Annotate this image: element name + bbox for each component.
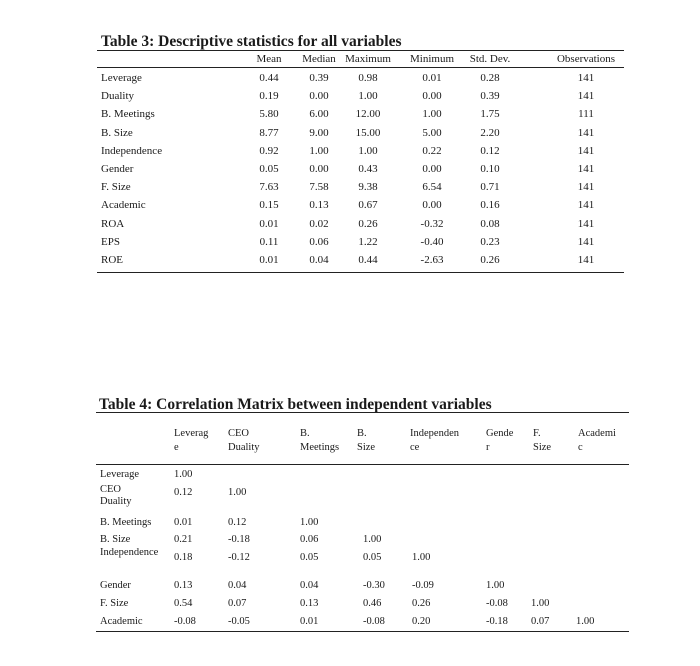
table4-col-header-line: c: [578, 442, 583, 453]
table3-cell: 9.38: [358, 181, 378, 194]
table4-row-label: Gender: [100, 580, 131, 591]
table3-col-header: Std. Dev.: [469, 53, 511, 65]
table4-cell: 1.00: [486, 580, 505, 591]
table4-row-label: Independence: [100, 547, 159, 558]
table3-cell: -2.63: [420, 254, 444, 266]
table3-cell: 0.01: [259, 254, 279, 266]
table3-cell: 141: [577, 126, 595, 139]
table4-col-header-line: e: [174, 442, 179, 453]
table3-cell: 0.01: [422, 72, 442, 84]
table3-cell: 0.26: [358, 217, 378, 230]
table3-row-label: Independence: [101, 144, 163, 157]
table3-bottom-rule: [97, 272, 624, 273]
table3-cell: 5.80: [259, 108, 279, 121]
table3-cell: 7.58: [309, 181, 329, 194]
table3-cell: 141: [577, 235, 595, 248]
table4-cell: 0.12: [228, 517, 247, 528]
table4-cell: 0.26: [412, 598, 431, 609]
table3-cell: 141: [577, 217, 595, 230]
table3-col-header: Minimum: [409, 53, 455, 65]
table4-col-header: [533, 427, 551, 455]
table3-cell: 8.77: [259, 126, 279, 139]
table3-cell: 0.19: [259, 90, 279, 103]
table4-col-header-line: Gende: [486, 428, 514, 439]
table3-cell: 0.26: [480, 254, 500, 266]
table3-cell: 7.63: [259, 181, 279, 194]
table4-col-header: [174, 427, 208, 455]
table4-col-header-line: Duality: [228, 442, 260, 453]
table3-cell: 0.98: [358, 72, 378, 84]
table4-col-header-line: F.: [533, 428, 541, 439]
table3-row-label: Leverage: [101, 72, 142, 84]
table3-cell: 0.08: [480, 217, 500, 230]
table4-cell: -0.18: [228, 534, 250, 545]
table4-cell: 0.04: [300, 580, 319, 591]
table3-cell: 0.11: [259, 235, 279, 248]
table4-cell: -0.08: [363, 616, 385, 627]
table4-col-header-line: Academi: [578, 428, 616, 439]
table4-col-header: [410, 427, 459, 455]
table3-cell: 0.16: [480, 199, 500, 212]
table3-cell: 141: [577, 254, 595, 266]
table3-cell: 0.39: [309, 72, 329, 84]
table3-row-label: B. Meetings: [101, 108, 155, 121]
table3-cell: 141: [577, 72, 595, 84]
table4-row-label: B. Meetings: [100, 517, 152, 528]
table3-cell: 0.23: [480, 235, 500, 248]
table3-cell: 141: [577, 90, 595, 103]
table4-header-rule: [96, 464, 629, 465]
table3-cell: 0.02: [309, 217, 329, 230]
table3-col-header: Mean: [256, 53, 282, 65]
table4-cell: 1.00: [174, 469, 193, 480]
table3-row-label: Gender: [101, 163, 134, 175]
table4-title: Table 4: Correlation Matrix between independent variables: [99, 396, 492, 413]
table4-col-header: [357, 427, 375, 455]
table4-cell: -0.05: [228, 616, 250, 627]
table4-cell: 0.01: [300, 616, 319, 627]
table3-cell: 0.00: [422, 90, 442, 103]
table4-cell: 0.04: [228, 580, 247, 591]
table3-cell: 1.22: [358, 235, 378, 248]
table4-cell: 0.21: [174, 534, 193, 545]
table3-cell: 0.00: [422, 199, 442, 212]
table4-cell: -0.12: [228, 552, 250, 563]
table4-col-header-line: ce: [410, 442, 420, 453]
table3-cell: 141: [577, 163, 595, 175]
table4-col-header-line: Size: [357, 442, 376, 453]
table3-cell: -0.32: [420, 217, 444, 230]
table4-top-rule: [96, 412, 629, 413]
table3-header-rule: [97, 67, 624, 68]
table4-cell: 0.12: [174, 487, 193, 498]
table4-cell: 0.01: [174, 517, 193, 528]
table3-row-label: B. Size: [101, 126, 133, 139]
table3-cell: 1.00: [309, 144, 329, 157]
table3-cell: 0.00: [309, 163, 329, 175]
table3-row-label: F. Size: [101, 181, 131, 194]
table3-row-label: Duality: [101, 90, 134, 103]
table3-cell: 15.00: [355, 126, 381, 139]
table3-cell: 0.00: [422, 163, 442, 175]
table4-col-header: [300, 427, 339, 455]
table3-cell: 0.22: [422, 144, 442, 157]
table4-cell: 1.00: [228, 487, 247, 498]
table3-col-header: Observations: [556, 53, 616, 65]
table4-cell: 1.00: [300, 517, 319, 528]
table4-cell: 0.13: [174, 580, 193, 591]
table3-cell: 0.10: [480, 163, 500, 175]
table3-row-label: ROA: [101, 217, 125, 230]
table3-cell: 1.00: [358, 144, 378, 157]
table3-col-header: Median: [302, 53, 336, 65]
table3-col-header: Maximum: [345, 53, 391, 65]
table4-cell: 0.06: [300, 534, 319, 545]
table4-cell: 1.00: [576, 616, 595, 627]
table3-cell: 5.00: [422, 126, 442, 139]
table3-cell: 12.00: [355, 108, 381, 121]
table3-cell: 0.04: [309, 254, 329, 266]
table3-cell: 111: [578, 108, 594, 121]
table4-cell: 0.20: [412, 616, 431, 627]
table4-cell: -0.18: [486, 616, 508, 627]
table4-col-header-line: Leverag: [174, 428, 209, 439]
table3-row-label: EPS: [101, 235, 120, 248]
table3-cell: 0.44: [259, 72, 279, 84]
table3-cell: 2.20: [480, 126, 500, 139]
table3-cell: 1.00: [358, 90, 378, 103]
table4-cell: 0.05: [363, 552, 382, 563]
table4-cell: 1.00: [531, 598, 550, 609]
table3-cell: 0.28: [480, 72, 500, 84]
table3-row-label: ROE: [101, 254, 123, 266]
table3-cell: 0.39: [480, 90, 500, 103]
table4-col-header-line: B.: [357, 428, 367, 439]
table4-cell: 0.54: [174, 598, 193, 609]
table3-cell: 0.43: [358, 163, 378, 175]
table4-bottom-rule: [96, 631, 629, 632]
table3-cell: 0.44: [358, 254, 378, 266]
table3-cell: 141: [577, 144, 595, 157]
table4-cell: 0.07: [228, 598, 247, 609]
table4-cell: 0.46: [363, 598, 382, 609]
table3-cell: 0.01: [259, 217, 279, 230]
table3-cell: 0.12: [480, 144, 500, 157]
table4-cell: 0.05: [300, 552, 319, 563]
table4-cell: -0.30: [363, 580, 385, 591]
table4-row-label: F. Size: [100, 598, 129, 609]
table3-cell: 1.75: [480, 108, 500, 121]
table3-cell: 141: [577, 199, 595, 212]
table3-cell: 0.06: [309, 235, 329, 248]
table3-title: Table 3: Descriptive statistics for all variables: [101, 33, 402, 50]
table4-cell: 0.07: [531, 616, 550, 627]
table4-row-label: Academic: [100, 616, 143, 627]
table4-col-header-line: CEO: [228, 428, 249, 439]
table3-cell: 141: [577, 181, 595, 194]
table4-cell: -0.08: [486, 598, 508, 609]
table4-cell: -0.09: [412, 580, 434, 591]
table3-row-label: Academic: [101, 199, 146, 212]
table3-cell: 0.15: [259, 199, 279, 212]
table4-cell: -0.08: [174, 616, 196, 627]
table4-col-header-line: Meetings: [300, 442, 340, 453]
table4-col-header: [228, 427, 260, 455]
table3-cell: 9.00: [309, 126, 329, 139]
table4-col-header-line: Independen: [410, 428, 459, 439]
table4-cell: 1.00: [363, 534, 382, 545]
table4-row-label: B. Size: [100, 534, 131, 545]
table3-cell: -0.40: [420, 235, 444, 248]
table4-col-header: [578, 427, 616, 455]
table4-cell: 1.00: [412, 552, 431, 563]
table4-row-label: CEO Duality: [100, 484, 132, 507]
table4-col-header-line: Size: [533, 442, 552, 453]
table3-cell: 6.54: [422, 181, 442, 194]
table3-cell: 0.05: [259, 163, 279, 175]
table4-col-header-line: r: [486, 442, 490, 453]
table3-cell: 6.00: [309, 108, 329, 121]
table3-top-rule: [97, 50, 624, 51]
table3-cell: 0.67: [358, 199, 378, 212]
table4-col-header: [486, 427, 513, 455]
table4-cell: 0.18: [174, 552, 193, 563]
table3-cell: 0.92: [259, 144, 279, 157]
table3-cell: 0.13: [309, 199, 329, 212]
table4-row-label: Leverage: [100, 469, 140, 480]
table4-col-header-line: B.: [300, 428, 310, 439]
table3-cell: 0.71: [480, 181, 500, 194]
table4-cell: 0.13: [300, 598, 319, 609]
table3-cell: 0.00: [309, 90, 329, 103]
table3-cell: 1.00: [422, 108, 442, 121]
